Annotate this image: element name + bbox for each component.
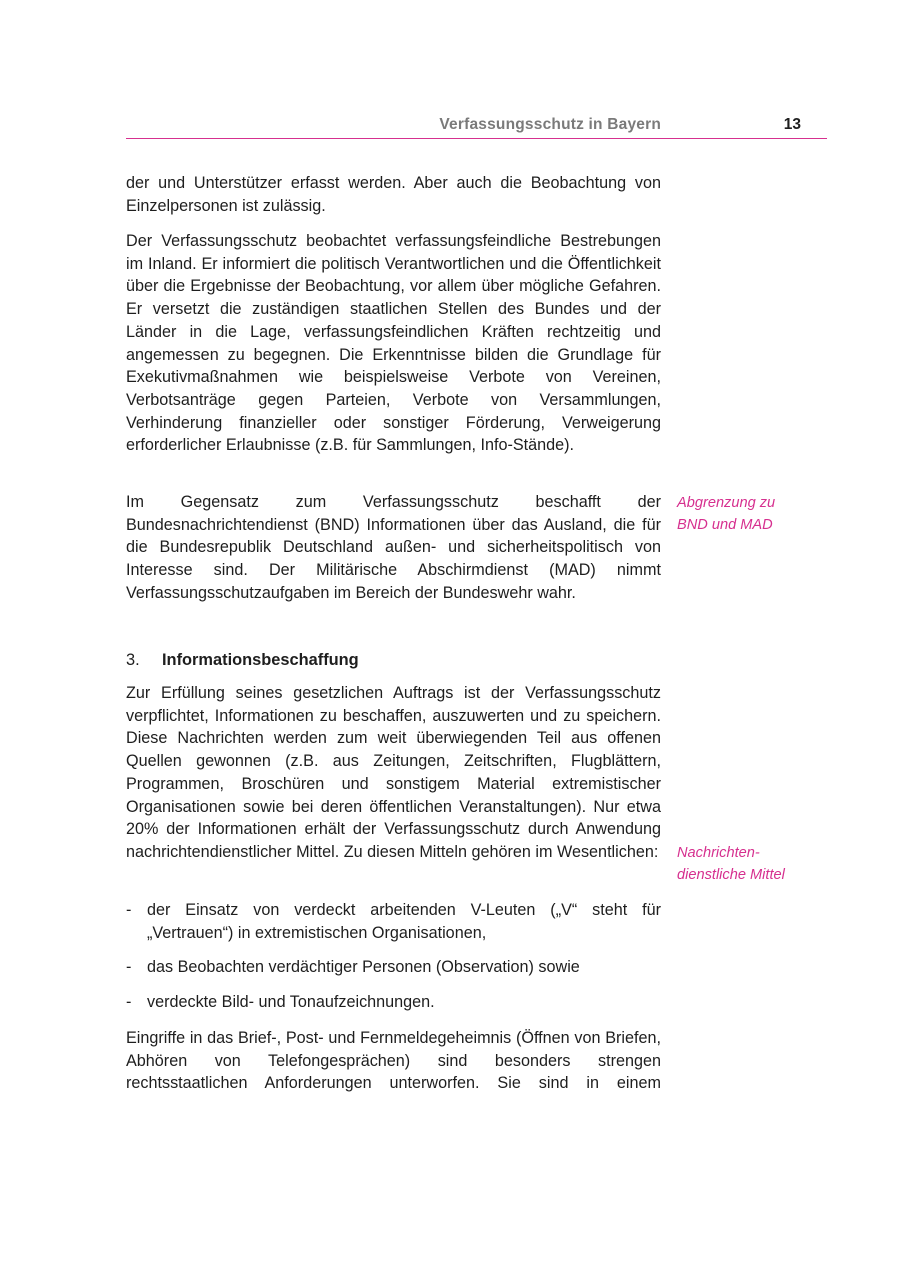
list-item: [126, 991, 661, 1014]
margin-note-line: Abgrenzung zu: [677, 495, 776, 511]
margin-note-line: Nachrichten-: [677, 845, 760, 861]
header-title: Verfassungsschutz in Bayern: [439, 116, 661, 133]
paragraph-2: [126, 230, 661, 457]
list-item: [126, 956, 661, 979]
bullet-dash: -: [126, 901, 132, 919]
margin-note-abgrenzung: [677, 492, 837, 536]
section-title: Informationsbeschaffung: [162, 651, 359, 669]
list-item-text: der Einsatz von verdeckt arbeitenden V-Leuten („V“ steht für „Vertrauen“) in extremistischen Organisationen,: [147, 901, 661, 942]
paragraph-text: Der Verfassungsschutz beobachtet verfassungsfeindliche Bestrebungen im Inland. Er informiert die politisch Verantwortlichen und die Öffentlichkeit über die Ergebnisse der Beobachtung, vor allem über mögliche Gefahren. Er versetzt die zuständigen staatlichen Stellen des Bundes und der Länder in die Lage, verfassungsfeindlichen Kräften rechtzeitig und angemessen zu begegnen. Die Erkenntnisse bilden die Grundlage für Exekutivmaßnahmen wie beispielsweise Verbote von Vereinen, Verbotsanträge gegen Parteien, Verbote von Versammlungen, Verhinderung finanzieller oder sonstiger Förderung, Verweigerung erforderlicher Erlaubnisse (z.B. für Sammlungen, Info-Stände).: [126, 232, 661, 455]
paragraph-text: Eingriffe in das Brief-, Post- und Fernmeldegeheimnis (Öffnen von Briefen, Abhören von Telefongesprächen) sind besonders strengen rechtsstaatlichen Anforderungen unterworfen. Sie sind in einem: [126, 1029, 661, 1093]
paragraph-5: [126, 1027, 661, 1095]
list-item-text: verdeckte Bild- und Tonaufzeichnungen.: [147, 993, 435, 1011]
section-heading: [126, 649, 359, 671]
page-number: 13: [783, 116, 801, 133]
margin-note-nachrichtendienstliche-mittel: [677, 842, 837, 886]
section-number: 3.: [126, 651, 140, 669]
paragraph-text: Im Gegensatz zum Verfassungsschutz beschafft der Bundesnachrichtendienst (BND) Informationen über das Ausland, die für die Bundesrepublik Deutschland außen- und sicherheitspolitisch von Interesse sind. Der Militärische Abschirmdienst (MAD) nimmt Verfassungsschutzaufgaben im Bereich der Bundeswehr wahr.: [126, 493, 661, 602]
paragraph-1: [126, 172, 661, 217]
running-header: [126, 114, 827, 139]
paragraph-4: [126, 682, 661, 864]
margin-note-line: dienstliche Mittel: [677, 867, 785, 883]
paragraph-3: [126, 491, 661, 605]
list-item-text: das Beobachten verdächtiger Personen (Observation) sowie: [147, 958, 580, 976]
margin-note-line: BND und MAD: [677, 517, 773, 533]
list-item: [126, 899, 661, 944]
paragraph-text: Zur Erfüllung seines gesetzlichen Auftrags ist der Verfassungsschutz verpflichtet, Informationen zu beschaffen, auszuwerten und zu speichern. Diese Nachrichten werden zum weit überwiegenden Teil aus offenen Quellen gewonnen (z.B. aus Zeitungen, Zeitschriften, Flugblättern, Programmen, Broschüren und sonstigem Material extremistischer Organisationen sowie bei deren öffentlichen Veranstaltungen). Nur etwa 20% der Informationen erhält der Verfassungsschutz durch Anwendung nachrichtendienstlicher Mittel. Zu diesen Mitteln gehören im Wesentlichen:: [126, 684, 661, 861]
bullet-dash: -: [126, 993, 132, 1011]
bullet-dash: -: [126, 958, 132, 976]
paragraph-text: der und Unterstützer erfasst werden. Aber auch die Beobachtung von Einzelpersonen ist zulässig.: [126, 174, 661, 215]
